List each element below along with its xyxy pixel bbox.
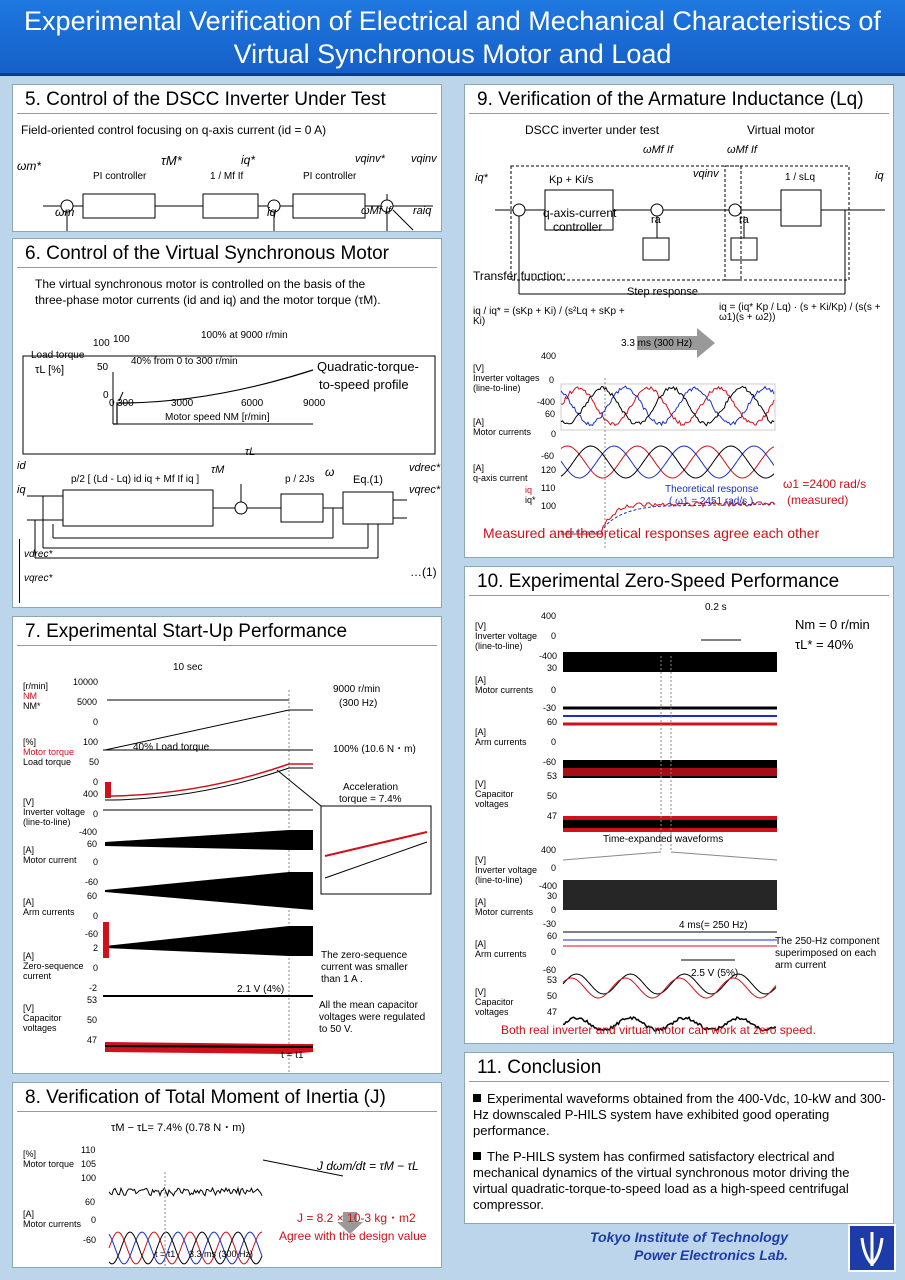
s7-lbl-cap-unit: [V] [23,1003,35,1013]
footer-line-2: Power Electronics Lab. [634,1247,789,1263]
s8-pct: [%] [23,1149,37,1159]
s10-u-tk-1-2: -30 [543,703,557,713]
section-6-title: 6. Control of the Virtual Synchronous Motor [17,239,437,268]
s6-desc-2: three-phase motor currents (id and iq) and the motor torque (τM). [35,293,381,307]
s10-l-lbl-3-0: [V] [475,987,487,997]
s6-ytick-a: 100 [93,338,110,349]
s9-ra-1: ra [651,214,661,226]
s8-yt-0: 110 [81,1145,96,1155]
s10-u-tk-1-1: 0 [551,685,557,695]
s6-note-40: 40% from 0 to 300 r/min [131,356,238,367]
s9-a-unit: [A] [473,417,485,427]
section-7 [12,616,442,1074]
s7-zero-2: current was smaller [321,962,408,973]
s9-ct-2: -60 [541,451,555,461]
s7-lbl-zs-unit: [A] [23,951,35,961]
s6-eq-block: Eq.(1) [353,474,383,486]
s10-u-lbl-1-1: Motor currents [475,685,534,695]
section-9-title: 9. Verification of the Armature Inductance (Lq) [469,85,889,114]
section-11-title: 11. Conclusion [469,1053,889,1082]
s9-meas-1: ω1 =2400 rad/s [783,477,867,491]
s9-qt-2: 100 [541,501,557,511]
s8-equation: J dωm/dt = τM − τL [317,1159,419,1173]
s7-10sec: 10 sec [173,662,203,673]
s7-lbl-torque-unit: [%] [23,737,37,747]
s8-waveforms [13,1112,442,1268]
s7-lbl-speed-nm: NM [23,691,37,701]
s10-u-lbl-0-1: Inverter voltage [475,631,538,641]
s7-lbl-zs-2: current [23,971,52,981]
s5-wm-ref: ωm* [17,159,42,173]
s6-profile-2: to-speed profile [319,377,409,392]
s7-tk-1-0: 100 [83,737,99,747]
s6-xtick-6000: 6000 [241,398,264,409]
s9-dscc: DSCC inverter under test [525,123,660,137]
s10-u-lbl-3-2: voltages [475,799,509,809]
footer-lab-name [590,1228,788,1264]
s10-waveforms [465,596,894,1044]
s7-tk-4-2: -60 [85,929,99,939]
s9-one: 1 / sLq [785,172,816,183]
s6-vd: vdrec* [409,462,441,474]
s7-lbl-inv-unit: [V] [23,797,35,807]
s10-nm: Nm = 0 r/min [795,617,870,632]
s7-100pct: 100% (10.6 N・m) [333,744,416,755]
s8-ct-0: 60 [85,1197,96,1207]
s11-bullet-2 [473,1149,887,1213]
s7-tk-6-2: 47 [87,1035,98,1045]
s9-qc: q-axis current [473,473,528,483]
title-line-2: Virtual Synchronous Motor and Load [233,39,672,69]
s9-a-unit-2: [A] [473,463,485,473]
s10-l-lbl-1-0: [A] [475,897,487,907]
s10-l-lbl-3-2: voltages [475,1007,509,1017]
s7-tk-1-2: 0 [93,777,99,787]
s8-yt-2: 100 [81,1173,97,1183]
s9-meas-2: (measured) [787,493,849,507]
s5-pi-controller-1: PI controller [93,171,147,182]
s10-c250-1: The 250-Hz component [775,936,880,947]
s11-b1-text: Experimental waveforms obtained from the 400-Vdc, 10-kW and 300-Hz downscaled P-HILS system have exhibited good operating performance. [473,1091,886,1138]
s8-ct-2: -60 [83,1235,97,1245]
s8-yt-1: 105 [81,1159,97,1169]
s9-ctrl-2: controller [553,220,603,234]
s10-c250-2: superimposed on each [775,948,877,959]
s7-40-load: 40% Load torque [133,742,210,753]
s9-ra-2: ra [739,214,749,226]
s6-omega: ω [325,465,335,479]
bullet-square-icon [473,1152,481,1160]
s10-l-lbl-1-1: Motor currents [475,907,534,917]
s10-u-tk-0-0: 400 [541,611,557,621]
s10-u-lbl-3-1: Capacitor [475,789,514,799]
s7-tk-2-2: -400 [79,827,98,837]
s6-xtick-9000: 9000 [303,398,326,409]
s7-lbl-inv: Inverter voltage [23,807,86,817]
waveform-trace [561,386,774,425]
s7-lbl-cap-2: voltages [23,1023,57,1033]
s7-tk-6-1: 50 [87,1015,98,1025]
s10-l-lbl-0-0: [V] [475,855,487,865]
s8-amp: [A] [23,1209,35,1219]
s9-f1: iq / iq* = (sKp + Ki) / (s²Lq + sKp + Ki) [473,306,625,327]
s10-u-tk-3-2: 47 [547,811,558,821]
s10-l-lbl-0-1: Inverter voltage [475,865,538,875]
waveform-trace [109,1232,262,1264]
s8-ct-1: 0 [91,1215,97,1225]
s9-vt-2: -400 [537,397,556,407]
s10-u-lbl-3-0: [V] [475,779,487,789]
s8-torque: Motor torque [23,1159,75,1169]
s6-matrix-equation [19,539,438,603]
s9-vt-0: 400 [541,351,557,361]
s8-ms: 3.3 ms (300 Hz) [189,1249,254,1259]
s7-accel-2: torque = 7.4% [339,794,402,805]
s6-iq: iq [17,484,26,496]
s6-mat-vq: vqrec* [24,573,53,584]
s10-u-lbl-2-0: [A] [475,727,487,737]
s7-9000rpm: 9000 r/min [333,684,381,695]
s7-tk-3-0: 60 [87,839,98,849]
s7-lbl-arm-unit: [A] [23,897,35,907]
s7-cap-3: to 50 V. [319,1024,353,1035]
s10-u-tk-0-2: -400 [539,651,558,661]
s6-note-100: 100% at 9000 r/min [201,330,288,341]
s8-cur: Motor currents [23,1219,82,1229]
s10-u-tk-3-0: 53 [547,771,558,781]
s9-mc: Motor currents [473,427,532,437]
s10-ms4: 4 ms(= 250 Hz) [679,920,748,931]
s6-eq-number: …(1) [410,565,437,579]
s10-l-tk-0-1: 0 [551,863,557,873]
s7-tk-2-1: 0 [93,809,99,819]
s9-kp: Kp + Ki/s [549,174,594,186]
s10-l-tk-3-1: 50 [547,991,558,1001]
s9-vm: Virtual motor [747,123,815,137]
s9-th-2: ( ω1 = 2451 rad/s ) [669,496,754,507]
s7-tk-0-1: 5000 [77,697,98,707]
s9-emf-1: ωMf If [643,144,673,156]
s10-u-tk-2-1: 0 [551,737,557,747]
s10-l-tk-3-0: 53 [547,975,558,985]
s6-tl: τL [245,446,256,458]
s9-iqs-legend: iq* [525,495,536,505]
s7-lbl-cap: Capacitor [23,1013,62,1023]
s10-l-tk-0-2: -400 [539,881,558,891]
s7-lbl-motor-torque: Motor torque [23,747,75,757]
title-line-1: Experimental Verification of Electrical and Mechanical Characteristics of [24,6,881,36]
s6-xtick-0: 0 [109,398,115,409]
s5-emf: ωMf If [361,205,391,217]
s10-l-lbl-2-1: Arm currents [475,949,527,959]
s9-vt-1: 0 [549,375,555,385]
s9-inv: Inverter voltages [473,373,540,383]
s6-xaxis-label: Motor speed NM [r/min] [165,412,270,423]
s6-inertia-block: p / 2Js [285,474,315,485]
s10-v25: 2.5 V (5%) [691,968,739,979]
s9-iqr: iq* [475,172,488,184]
s10-exp: Time-expanded waveforms [603,834,724,845]
s10-l-tk-1-2: -30 [543,919,557,929]
s10-u-tk-1-0: 30 [547,663,558,673]
s8-diff: τM − τL= 7.4% (0.78 N・m) [111,1122,246,1134]
s5-vinv-ref: vqinv* [355,153,385,165]
s9-tf: Transfer function: [473,269,566,283]
s7-tk-5-0: 2 [93,943,99,953]
s6-profile-1: Quadratic-torque- [317,359,419,374]
s6-mat-vd: vdrec* [24,549,53,560]
s7-2-1v: 2.1 V (4%) [237,984,285,995]
section-10-title: 10. Experimental Zero-Speed Performance [469,567,889,596]
s6-torque-eq: p/2 [ (Ld - Lq) id iq + Mf If iq ] [71,474,200,485]
s10-u-lbl-0-2: (line-to-line) [475,641,523,651]
s7-tk-6-0: 53 [87,995,98,1005]
s7-cap-1: All the mean capacitor [319,1000,418,1011]
section-7-title: 7. Experimental Start-Up Performance [17,617,437,646]
s7-zero-3: than 1 A . [321,974,363,985]
section-8 [12,1082,442,1268]
s6-load-sym: τL [%] [35,364,65,376]
s9-th-1: Theoretical response [665,484,759,495]
s9-f2: iq = (iq* Kp / Lq) · (s + Ki/Kp) / (s(s + ω1)(s + ω2)) [719,302,881,323]
section-5 [12,84,442,232]
s9-ct-1: 0 [551,429,557,439]
s9-iqo: iq [875,170,884,182]
s7-accel-1: Acceleration [343,782,399,793]
s5-ra-iq: raiq [413,205,432,217]
tokyo-tech-logo-icon [848,1224,896,1272]
s5-gain-block: 1 / Mf If [210,171,244,182]
s7-lbl-speed-ref: NM* [23,701,41,711]
s7-lbl-speed-unit: [r/min] [23,681,49,691]
s7-lbl-mc: Motor current [23,855,77,865]
s5-vinv: vqinv [411,153,437,165]
s7-lbl-load-torque: Load torque [23,757,72,767]
s9-qt-0: 120 [541,465,557,475]
s7-lbl-zs: Zero-sequence [23,961,84,971]
waveform-trace [561,446,774,478]
s8-t1: t = t1 [155,1249,176,1259]
s10-u-tk-2-0: 60 [547,717,558,727]
s5-pi-controller-2: PI controller [303,171,357,182]
s6-vq: vqrec* [409,484,441,496]
s10-l-tk-0-0: 400 [541,845,557,855]
s6-xtick-300: 300 [117,398,134,409]
s6-ytick-100: 100 [113,334,130,345]
s9-ctrl-1: q-axis-current [543,206,617,220]
s8-result: J = 8.2 × 10-3 kg・m2 [297,1211,416,1225]
s10-tl: τL* = 40% [795,637,854,652]
s6-tm: τM [211,464,225,476]
section-8-title: 8. Verification of Total Moment of Inertia (J) [17,1083,437,1112]
s5-subtitle: Field-oriented control focusing on q-axis current (id = 0 A) [21,123,327,137]
s10-l-tk-3-2: 47 [547,1007,558,1017]
s7-tk-5-1: 0 [93,963,99,973]
poster-header [0,0,905,76]
s9-ct-0: 60 [545,409,556,419]
s10-l-tk-1-0: 30 [547,891,558,901]
s9-ms: 3.3 ms (300 Hz) [621,338,693,349]
s7-tk-0-0: 10000 [73,677,99,687]
s9-v-unit: [V] [473,363,485,373]
s10-l-tk-1-1: 0 [551,905,557,915]
s7-tk-0-2: 0 [93,717,99,727]
s7-t1: t = t1 [281,1050,304,1061]
s9-qt-1: 110 [541,483,556,493]
section-6 [12,238,442,608]
s6-desc-1: The virtual synchronous motor is controlled on the basis of the [35,277,366,291]
s10-l-lbl-2-0: [A] [475,939,487,949]
logo-graphic [850,1226,894,1270]
s9-vq: vqinv [693,168,719,180]
s7-tk-4-0: 60 [87,891,98,901]
s6-xtick-3000: 3000 [171,398,194,409]
section-10 [464,566,894,1044]
s10-u-lbl-2-1: Arm currents [475,737,527,747]
s9-step: Step response [627,286,698,298]
s7-tk-5-2: -2 [89,983,98,993]
section-5-title: 5. Control of the DSCC Inverter Under Test [17,85,437,114]
s10-u-tk-2-2: -60 [543,757,557,767]
s6-ytick-b: 50 [97,362,109,373]
s9-iq-legend: iq [525,485,533,495]
s5-wm: ωm [55,205,75,219]
s10-l-lbl-3-1: Capacitor [475,997,514,1007]
s10-u-lbl-1-0: [A] [475,675,487,685]
s10-sec: 0.2 s [705,602,727,613]
s8-agree: Agree with the design value [279,1229,427,1243]
s7-zero-1: The zero-sequence [321,950,408,961]
section-11 [464,1052,894,1224]
s11-bullet-1 [473,1091,887,1139]
s9-ll: (line-to-line) [473,383,521,393]
s7-tk-2-0: 400 [83,789,99,799]
s10-l-lbl-0-2: (line-to-line) [475,875,523,885]
s7-tk-3-1: 0 [93,857,99,867]
s7-tk-1-1: 50 [89,757,100,767]
s6-id: id [17,460,26,472]
s11-b2-text: The P-HILS system has confirmed satisfactory electrical and mechanical dynamics of the virtual synchronous motor driving the virtual quadratic-torque-to-speed load as a high-speed centrifugal compressor. [473,1149,850,1212]
s5-iq-ref: iq* [241,153,256,167]
section-9 [464,84,894,558]
s5-iq: iq [267,205,277,219]
s10-l-tk-2-1: 0 [551,947,557,957]
s7-tk-3-2: -60 [85,877,99,887]
s7-300hz: (300 Hz) [339,698,378,709]
s10-l-tk-2-2: -60 [543,965,557,975]
s7-tk-4-1: 0 [93,911,99,921]
s10-c250-3: arm current [775,960,827,971]
s10-u-tk-0-1: 0 [551,631,557,641]
s7-cap-2: voltages were regulated [319,1012,426,1023]
s6-ytick-c: 0 [103,390,109,401]
s7-lbl-arm: Arm currents [23,907,75,917]
s10-u-lbl-0-0: [V] [475,621,487,631]
s10-both: Both real inverter and virtual motor can work at zero speed. [501,1023,816,1037]
s9-agree: Measured and theoretical responses agree each other [483,525,820,541]
s6-load-label: Load torque [31,350,85,361]
footer-line-1: Tokyo Institute of Technology [590,1229,789,1245]
bullet-square-icon [473,1094,481,1102]
s10-l-tk-2-0: 60 [547,931,558,941]
s7-lbl-mc-unit: [A] [23,845,35,855]
s5-tm-ref: τM* [161,153,182,168]
s7-lbl-inv-2: (line-to-line) [23,817,71,827]
s9-emf-2: ωMf If [727,144,757,156]
s10-u-tk-3-1: 50 [547,791,558,801]
